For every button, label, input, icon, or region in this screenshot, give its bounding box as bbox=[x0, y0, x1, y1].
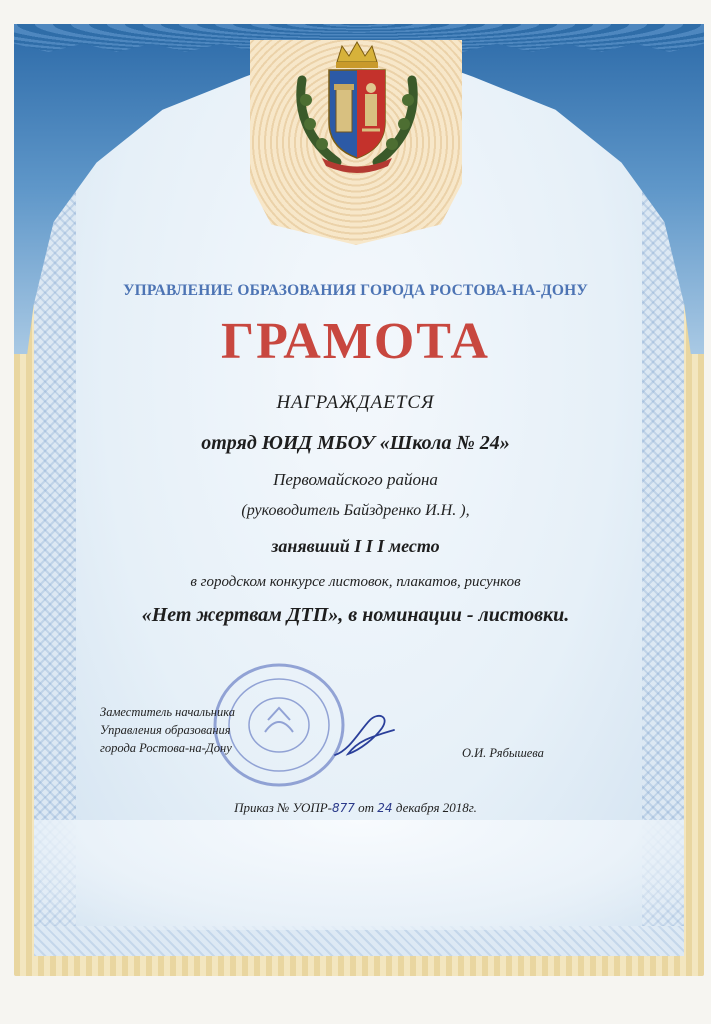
award-place: занявший I I I место bbox=[271, 536, 440, 556]
handwritten-signature-icon bbox=[330, 710, 400, 765]
certificate-title: ГРАМОТА bbox=[221, 313, 490, 370]
contest-description: в городском конкурсе листовок, плакатов, рисунков bbox=[190, 574, 521, 590]
signatory-line: Управления образования bbox=[100, 723, 231, 737]
order-day: 24 bbox=[377, 801, 393, 815]
order-prefix: Приказ № УОПР- bbox=[234, 800, 332, 815]
signatory-line: Заместитель начальника bbox=[100, 705, 236, 719]
organization-heading: УПРАВЛЕНИЕ ОБРАЗОВАНИЯ ГОРОДА РОСТОВА-НА-ДОНУ bbox=[123, 282, 588, 299]
signer-name: О.И. Рябышева bbox=[462, 746, 544, 760]
rostov-coat-of-arms-icon bbox=[292, 40, 422, 175]
recipient-district: Первомайского района bbox=[273, 470, 438, 489]
snow-ground bbox=[34, 820, 684, 930]
team-leader: (руководитель Байздренко И.Н. ), bbox=[241, 502, 470, 519]
awarded-label: НАГРАЖДАЕТСЯ bbox=[276, 392, 435, 413]
bottom-ornament-border bbox=[34, 926, 684, 956]
nomination-text: «Нет жертвам ДТП», в номинации - листовки. bbox=[141, 604, 570, 626]
order-reference bbox=[0, 800, 711, 816]
order-suffix: декабря 2018г. bbox=[392, 800, 477, 815]
signatory-title bbox=[100, 703, 320, 757]
signatory-line: города Ростова-на-Дону bbox=[100, 741, 232, 755]
recipient-name: отряд ЮИД МБОУ «Школа № 24» bbox=[201, 432, 510, 454]
order-number: 877 bbox=[332, 801, 355, 815]
order-middle: от bbox=[354, 800, 378, 815]
